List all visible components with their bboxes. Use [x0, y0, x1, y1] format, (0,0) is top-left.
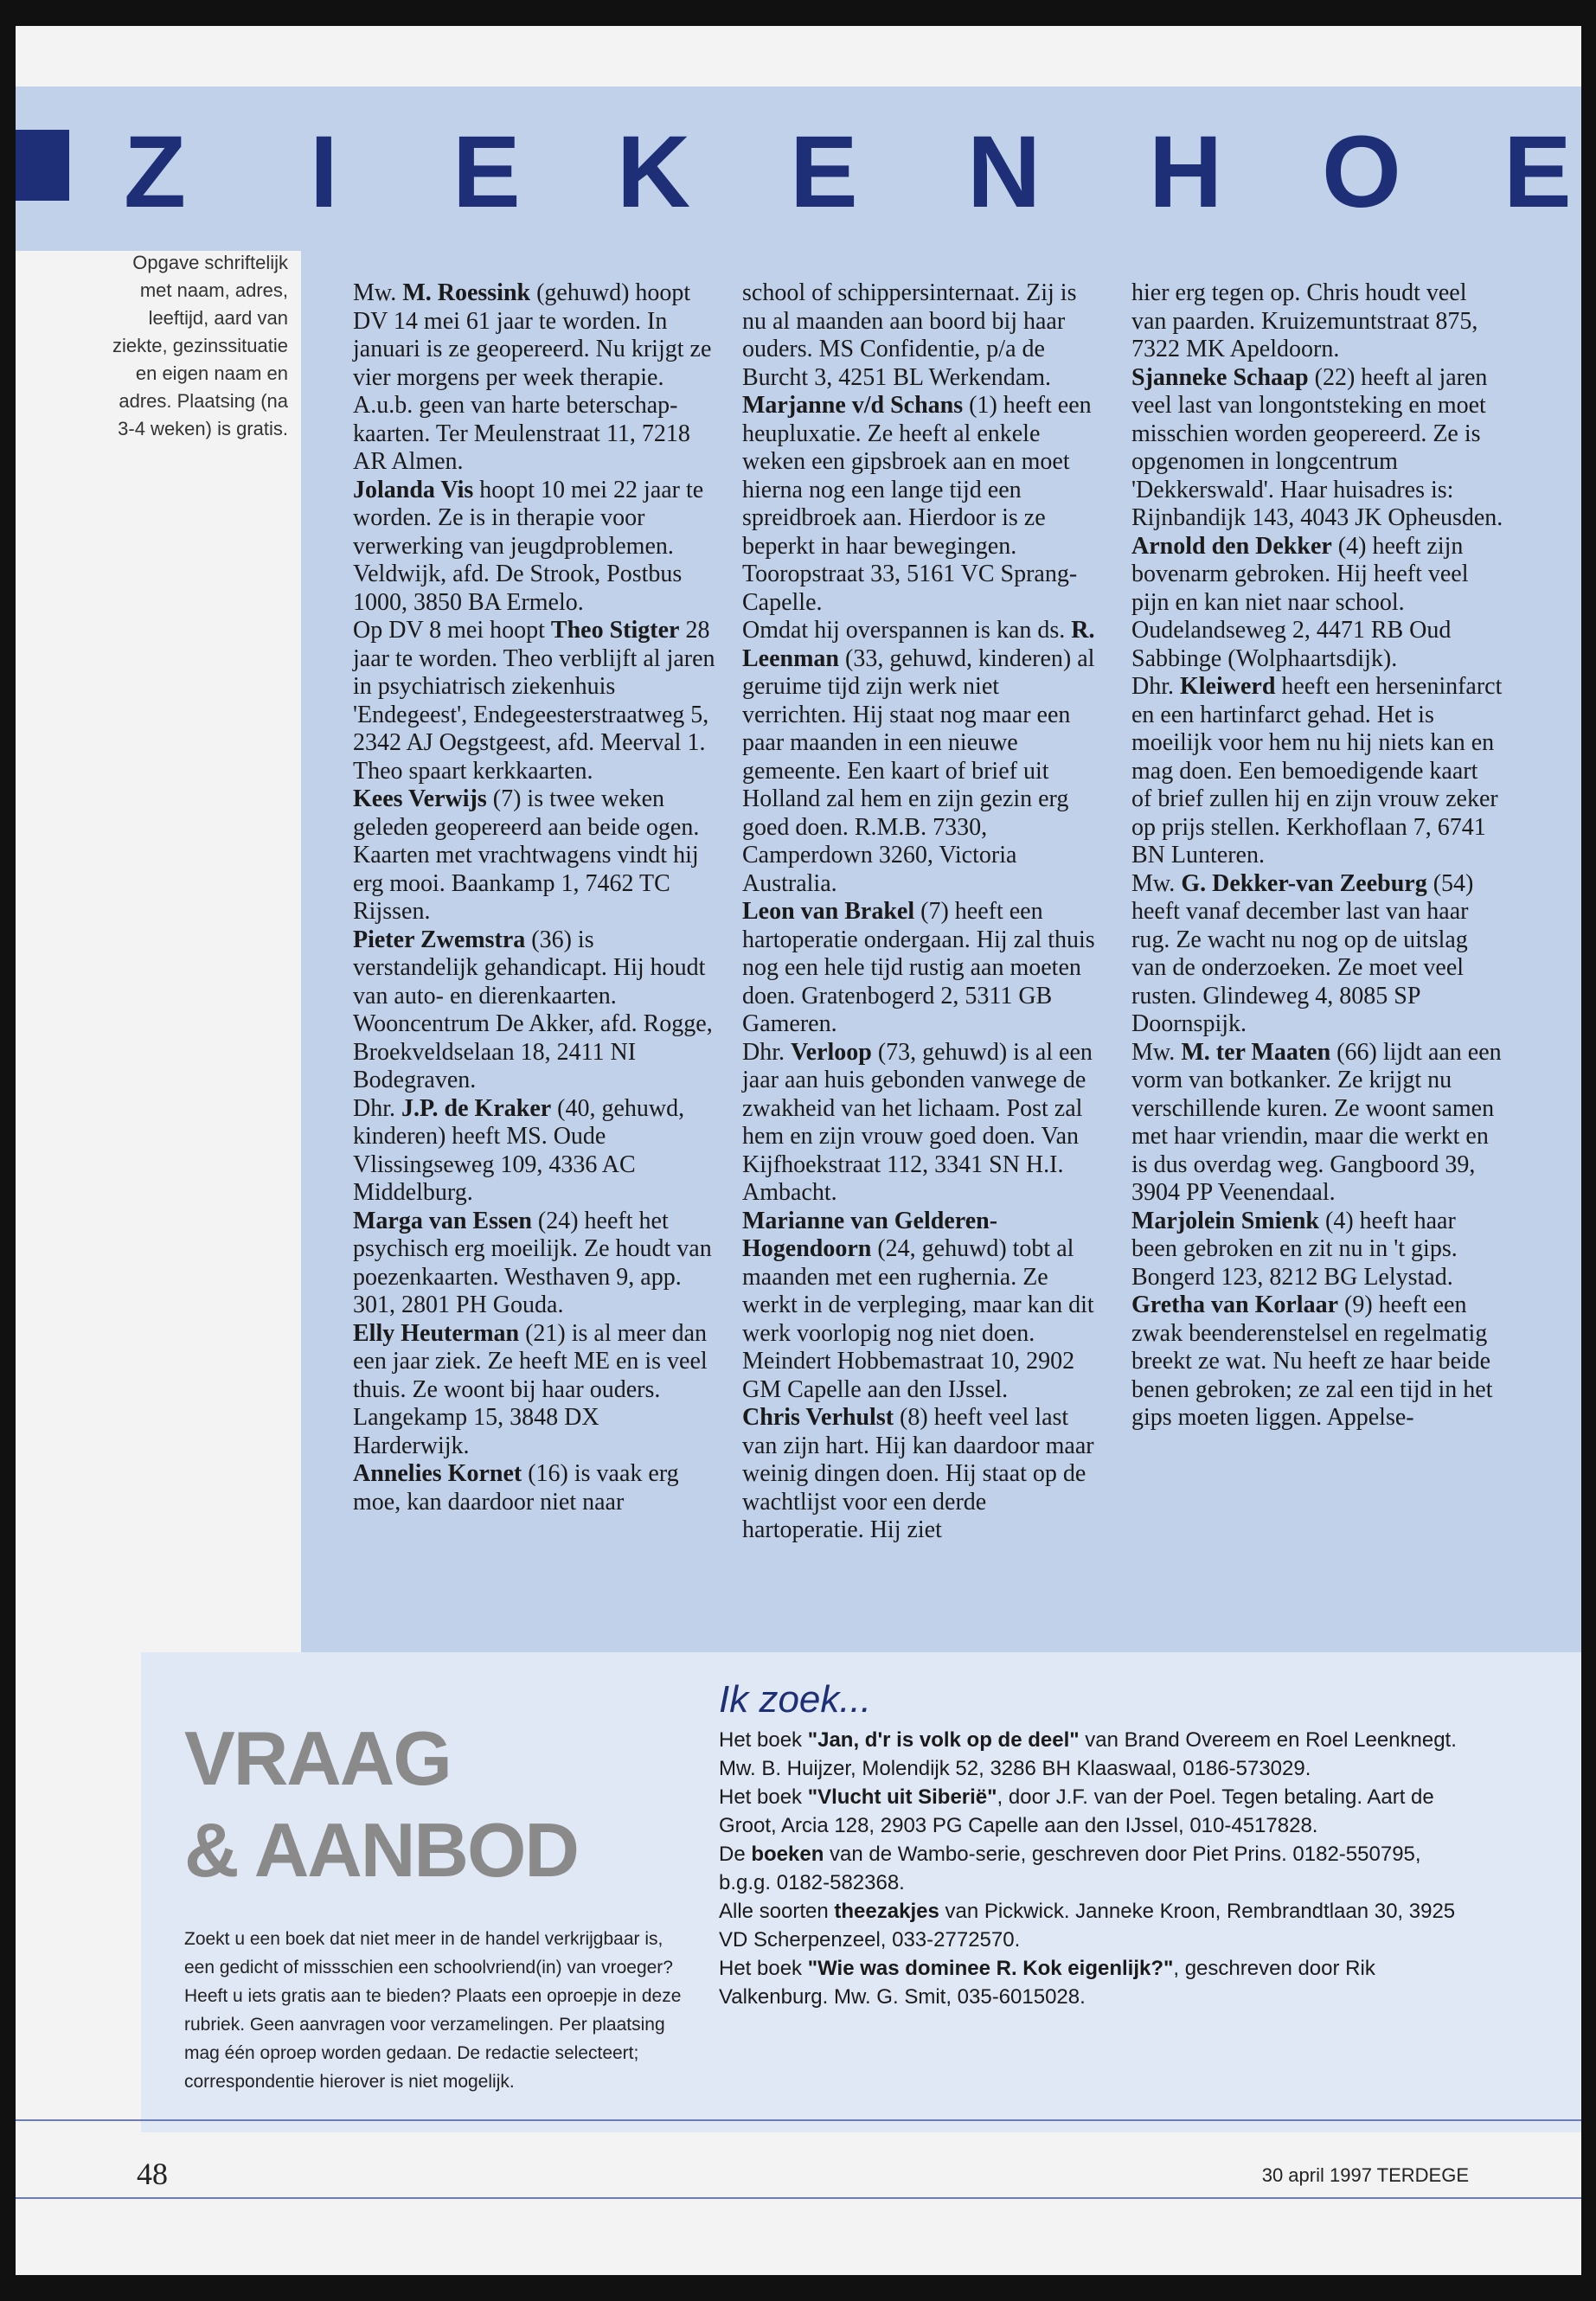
entry-text: heeft een herseninfarct en een hartinfarct gehad. Het is moeilijk voor hem nu hij niets kan en mag doen. Een bemoedigende kaart of brief zullen hij en zijn vrouw zeker op prijs stellen. Kerkhoflaan 7, 6741 BN Lunteren. [1131, 673, 1503, 868]
entry-text: (1) heeft een heupluxatie. Ze heeft al enkele weken een gipsbroek aan en moet hierna nog een lange tijd een spreidbroek aan. Hierdoor is ze beperkt in haar bewegingen. Tooropstraat 33, 5161 VC Sprang-Capelle. [742, 392, 1092, 616]
header-letter: Z [124, 115, 187, 229]
magazine-page [16, 26, 1581, 2275]
listing-entry [1131, 673, 1503, 870]
entry-name: J.P. de Kraker [401, 1094, 552, 1122]
entry-text: (gehuwd) hoopt DV 14 mei 61 jaar te worden. In januari is ze geopereerd. Nu krijgt ze vier morgens per week therapie. A.u.b. geen van harte beterschap-kaarten. Ter Meulenstraat 11, 7218 AR Almen. [353, 279, 712, 475]
header-letter: E [1503, 115, 1572, 229]
ad-item-details: van Pickwick. Janneke Kroon, Rembrandtlaan 30, 3925 VD Scherpenzeel, 033-2772570. [719, 1900, 1456, 1952]
entry-text: (7) heeft een hartoperatie ondergaan. Hij zal thuis nog een hele tijd rustig aan moeten doen. Gratenbogerd 2, 5311 GB Gameren. [742, 898, 1095, 1037]
listing-entry [742, 1208, 1106, 1405]
listing-column-2 [742, 279, 1106, 1545]
ad-item-details: van de Wambo-serie, geschreven door Piet Prins. 0182-550795, b.g.g. 0182-582368. [719, 1843, 1421, 1894]
entry-name: M. Roessink [402, 279, 531, 306]
issue-date: 30 april 1997 TERDEGE [1261, 2164, 1469, 2186]
ad-item [719, 1840, 1471, 1897]
ad-item-title: "Jan, d'r is volk op de deel" [807, 1728, 1080, 1752]
listing-entry [1131, 1039, 1503, 1208]
listing-entry [742, 1404, 1106, 1545]
listing-entry [353, 1208, 716, 1320]
listing-entry [742, 392, 1106, 617]
entry-name: Marga van Essen [353, 1207, 532, 1234]
ik-zoek-list [719, 1726, 1471, 2011]
listing-entry [742, 1039, 1106, 1208]
entry-text: (24, gehuwd) tobt al maanden met een rughernia. Ze werkt in de verpleging, maar kan dit werk voorlopig nog niet doen. Meindert Hobbemastraat 10, 2902 GM Capelle aan den IJssel. [742, 1235, 1094, 1403]
listing-entry [353, 477, 716, 618]
header-letter: K [617, 115, 691, 229]
entry-name: Verloop [791, 1038, 872, 1066]
listing-entry [1131, 533, 1503, 674]
page-number: 48 [137, 2157, 168, 2191]
submission-instructions: Opgave schriftelijk met naam, adres, leeftijd, aard van ziekte, gezinssituatie en eigen naam en adres. Plaatsing (na 3-4 weken) is gratis. [112, 252, 288, 439]
entry-text: (9) heeft een zwak beenderenstelsel en regelmatig breekt ze wat. Nu heeft ze haar beide benen gebroken; ze zal een tijd in het gips moeten liggen. Appelse- [1131, 1292, 1493, 1431]
header-square-marker [16, 130, 69, 201]
entry-prefix: Dhr. [1131, 673, 1180, 700]
ad-item [719, 1726, 1471, 1783]
listing-entry [1131, 870, 1503, 1039]
entry-prefix: Op DV 8 mei hoopt [353, 617, 551, 644]
entry-prefix: Mw. [1131, 869, 1182, 897]
entry-text: (8) heeft veel last van zijn hart. Hij kan daardoor maar weinig dingen doen. Hij staat op de wachtlijst voor een derde hartoperatie. Hij ziet [742, 1404, 1094, 1543]
listing-entry [1131, 364, 1503, 533]
listing-entry [353, 785, 716, 926]
ad-item-title: "Vlucht uit Siberië" [807, 1785, 997, 1809]
entry-name: Gretha van Korlaar [1131, 1292, 1339, 1318]
entry-text: (7) is twee weken geleden geopereerd aan beide ogen. Kaarten met vrachtwagens vindt hij erg mooi. Baankamp 1, 7462 TC Rijssen. [353, 785, 700, 925]
entry-text: school of schippersinternaat. Zij is nu al maanden aan boord bij haar ouders. MS Confidentie, p/a de Burcht 3, 4251 BL Werkendam. [742, 279, 1077, 391]
entry-text: (22) heeft al jaren veel last van longontsteking en moet misschien worden geopereerd. Ze is opgenomen in longcentrum 'Dekkerswald'. Haar huisadres is: Rijnbandijk 143, 4043 JK Opheusden. [1131, 363, 1503, 531]
patient-listings-panel [301, 238, 1581, 1657]
entry-name: Theo Stigter [550, 617, 680, 644]
entry-name: Annelies Kornet [353, 1460, 522, 1487]
listing-entry [1131, 1292, 1503, 1433]
listing-column-1 [353, 279, 716, 1516]
listing-entry [353, 617, 716, 785]
vraag-aanbod-box [141, 1652, 1581, 2132]
entry-text: (4) heeft zijn bovenarm gebroken. Hij heeft veel pijn en kan niet naar school. Oudelandseweg 2, 4471 RB Oud Sabbinge (Wolphaartsdijk). [1131, 532, 1469, 672]
header-letter: E [452, 115, 521, 229]
entry-name: Marianne van Gelderen-Hogendoorn [742, 1207, 998, 1262]
entry-name: Marjolein Smienk [1131, 1207, 1319, 1234]
entry-text: (33, gehuwd, kinderen) al geruime tijd zijn werk niet verrichten. Hij staat nog maar een paar maanden in een nieuwe gemeente. Een kaart of brief uit Holland zal hem en zijn gezin erg goed doen. R.M.B. 7330, Camperdown 3260, Victoria Australia. [742, 644, 1095, 897]
ad-item-details: , door J.F. van der Poel. Tegen betaling. Aart de Groot, Arcia 128, 2903 PG Capelle aan den IJssel, 010-4517828. [719, 1785, 1434, 1837]
ad-item-prefix: Het boek [719, 1957, 808, 1980]
header-letter: H [1149, 115, 1223, 229]
entry-prefix: Mw. [353, 279, 403, 306]
footer-divider-top [16, 2119, 1581, 2121]
ad-item-title: theezakjes [834, 1900, 939, 1923]
footer-divider-bottom [16, 2197, 1581, 2199]
listing-entry [353, 1320, 716, 1461]
ad-item [719, 1897, 1471, 1954]
ad-item-prefix: De [719, 1843, 752, 1866]
entry-text: (36) is verstandelijk gehandicapt. Hij houdt van auto- en dierenkaarten. Wooncentrum De Akker, afd. Rogge, Broekveldselaan 18, 2411 NI Bodegraven. [353, 926, 713, 1093]
ik-zoek-heading: Ik zoek... [719, 1678, 872, 1721]
ad-item-prefix: Het boek [719, 1728, 808, 1752]
entry-text: (73, gehuwd) is al een jaar aan huis gebonden vanwege de zwakheid van het lichaam. Post zal hem en zijn vrouw goed doen. Van Kijfhoekstraat 112, 3341 SN H.I. Ambacht. [742, 1038, 1093, 1206]
ad-item-details: van Brand Overeem en Roel Leenknegt. Mw. B. Huijzer, Molendijk 52, 3286 BH Klaaswaal, 0186-573029. [719, 1728, 1457, 1780]
listing-entry [353, 1460, 716, 1516]
ad-item-prefix: Alle soorten [719, 1900, 835, 1923]
listing-entry [353, 926, 716, 1095]
title-line-1: VRAAG [184, 1715, 451, 1801]
entry-name: Pieter Zwemstra [353, 926, 526, 953]
listing-entry [742, 279, 1106, 392]
entry-text: (4) heeft haar been gebroken en zit nu in 't gips. Bongerd 123, 8212 BG Lelystad. [1131, 1207, 1458, 1291]
entry-name: Leon van Brakel [742, 898, 915, 925]
entry-name: Kees Verwijs [353, 785, 487, 812]
entry-name: Kleiwerd [1180, 673, 1276, 700]
entry-name: R. Leenman [742, 617, 1095, 672]
entry-text: hoopt 10 mei 22 jaar te worden. Ze is in therapie voor verwerking van jeugdproblemen. Veldwijk, afd. De Strook, Postbus 1000, 3850 BA Ermelo. [353, 476, 704, 616]
header-letter: O [1322, 115, 1401, 229]
entry-name: G. Dekker-van Zeeburg [1181, 869, 1427, 897]
entry-text: (21) is al meer dan een jaar ziek. Ze heeft ME en is veel thuis. Ze woont bij haar ouders. Langekamp 15, 3848 DX Harderwijk. [353, 1319, 708, 1459]
listing-entry [353, 279, 716, 477]
section-header [16, 87, 1581, 251]
entry-name: Jolanda Vis [353, 476, 474, 503]
entry-text: (24) heeft het psychisch erg moeilijk. Ze houdt van poezenkaarten. Westhaven 9, app. 301, 2801 PH Gouda. [353, 1207, 712, 1318]
header-letter: I [310, 115, 338, 229]
entry-prefix: Mw. [1131, 1038, 1182, 1066]
vraag-aanbod-description: Zoekt u een boek dat niet meer in de handel verkrijgbaar is, een gedicht of missschien een schoolvriend(in) van vroeger? Heeft u iets gratis aan te bieden? Plaats een oproepje in deze rubriek. Geen aanvragen voor verzamelingen. Per plaatsing mag één oproep worden gedaan. De redactie selecteert; correspondentie hierover is niet mogelijk. [184, 1929, 682, 2092]
entry-text: (54) heeft vanaf december last van haar rug. Ze wacht nu nog op de uitslag van de onderzoeken. Ze moet veel rusten. Glindeweg 4, 8085 SP Doornspijk. [1131, 869, 1474, 1037]
listing-entry [353, 1095, 716, 1208]
listing-column-3 [1131, 279, 1503, 1433]
header-letter: E [790, 115, 858, 229]
entry-name: M. ter Maaten [1181, 1038, 1331, 1066]
listing-entry [1131, 279, 1503, 364]
entry-name: Elly Heuterman [353, 1319, 520, 1347]
ad-item-title: boeken [751, 1843, 824, 1866]
listing-entry [742, 617, 1106, 898]
ad-item-prefix: Het boek [719, 1785, 808, 1809]
header-letter: N [967, 115, 1042, 229]
ad-item [719, 1783, 1471, 1840]
listing-entry [1131, 1208, 1503, 1292]
entry-text: (16) is vaak erg moe, kan daardoor niet naar [353, 1460, 679, 1516]
entry-name: Chris Verhulst [742, 1404, 894, 1431]
entry-text: hier erg tegen op. Chris houdt veel van paarden. Kruizemuntstraat 875, 7322 MK Apeldoorn. [1131, 279, 1478, 362]
ad-item [719, 1954, 1471, 2011]
entry-prefix: Dhr. [353, 1094, 401, 1122]
title-line-2: & AANBOD [184, 1807, 578, 1893]
entry-text: (40, gehuwd, kinderen) heeft MS. Oude Vlissingseweg 109, 4336 AC Middelburg. [353, 1094, 685, 1206]
vraag-aanbod-title [184, 1713, 578, 1896]
ad-item-title: "Wie was dominee R. Kok eigenlijk?" [807, 1957, 1174, 1980]
entry-text: (66) lijdt aan een vorm van botkanker. Ze krijgt nu verschillende kuren. Ze woont samen met haar vriendin, maar die werkt en is dus overdag weg. Gangboord 39, 3904 PP Veenendaal. [1131, 1038, 1502, 1206]
entry-name: Arnold den Dekker [1131, 532, 1332, 560]
listing-entry [742, 898, 1106, 1039]
entry-prefix: Omdat hij overspannen is kan ds. [742, 617, 1072, 644]
ad-item-details: , geschreven door Rik Valkenburg. Mw. G. Smit, 035-6015028. [719, 1957, 1375, 2009]
entry-name: Sjanneke Schaap [1131, 363, 1309, 391]
entry-name: Marjanne v/d Schans [742, 392, 964, 419]
entry-prefix: Dhr. [742, 1038, 791, 1066]
entry-text: 28 jaar te worden. Theo verblijft al jaren in psychiatrisch ziekenhuis 'Endegeest', Endegeesterstraatweg 5, 2342 AJ Oegstgeest, afd. Meerval 1. Theo spaart kerkkaarten. [353, 617, 715, 785]
